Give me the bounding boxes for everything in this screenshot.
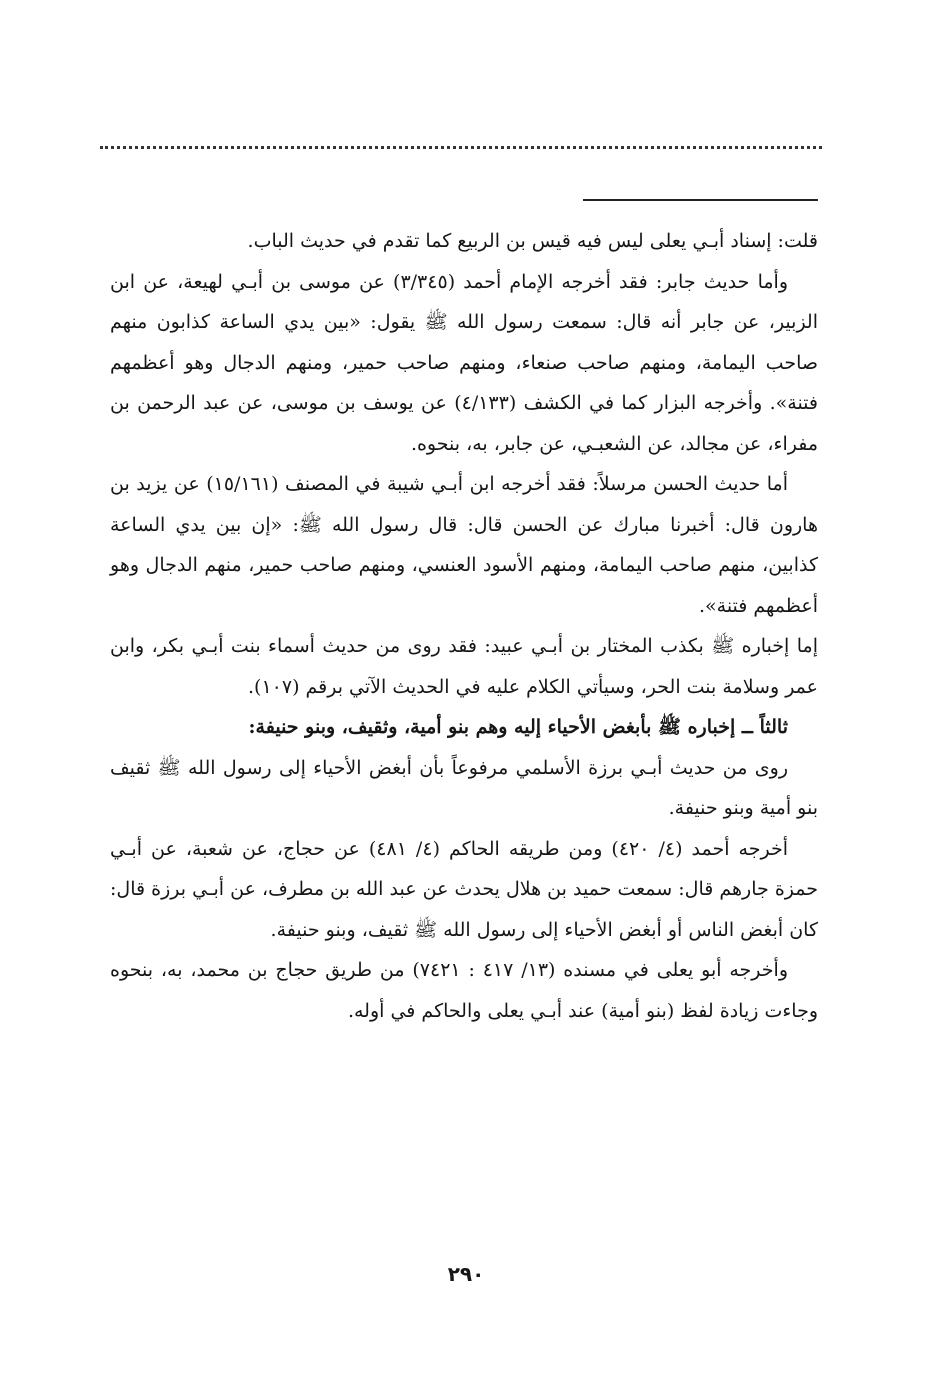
paragraph: وأما حديث جابر: فقد أخرجه الإمام أحمد (٣/٣٤٥) عن موسى بن أبـي لهيعة، عن ابن الزبير، عن جابر أنه قال: سمعت رسول الله ﷺ يقول: «بين يدي الساعة كذابون منهم صاحب اليمامة، ومنهم صاحب صنعاء، ومنهم صاحب حمير، ومنهم الدجال وهو أعظمهم فتنة». وأخرجه البزار كما في الكشف (٤/١٣٣) عن يوسف بن موسى، عن عبد الرحمن بن مفراء، عن مجالد، عن الشعبـي، عن جابر، به، بنحوه. <box>110 270 818 455</box>
paragraph: أما حديث الحسن مرسلاً: فقد أخرجه ابن أبـي شيبة في المصنف (١٥/١٦١) عن يزيد بن هارون قال: أخبرنا مبارك عن الحسن قال: قال رسول الله ﷺ: «إن بين يدي الساعة كذابين، منهم صاحب اليمامة، ومنهم الأسود العنسي، ومنهم صاحب حمير، منهم الدجال وهو أعظمهم فتنة». <box>110 473 818 617</box>
page-number: ٢٩٠ <box>447 1262 485 1286</box>
body-text <box>110 221 818 1031</box>
paragraph: أخرجه أحمد (٤/ ٤٢٠) ومن طريقه الحاكم (٤/ ٤٨١) عن حجاج، عن شعبة، عن أبـي حمزة جارهم قال: سمعت حميد بن هلال يحدث عن عبد الله بن مطرف، عن أبـي برزة قال: كان أبغض الناس أو أبغض الأحياء إلى رسول الله ﷺ ثقيف، وبنو حنيفة. <box>110 837 818 941</box>
paragraph: روى من حديث أبـي برزة الأسلمي مرفوعاً بأن أبغض الأحياء إلى رسول الله ﷺ ثقيف بنو أمية وبنو حنيفة. <box>110 756 818 819</box>
section-heading: ثالثاً ــ إخباره ﷺ بأبغض الأحياء إليه وهم بنو أمية، وثقيف، وبنو حنيفة: <box>248 716 788 738</box>
paragraph: وأخرجه أبو يعلى في مسنده (١٣/ ٤١٧ : ٧٤٢١) من طريق حجاج بن محمد، به، بنحوه وجاءت زيادة لفظ (بنو أمية) عند أبـي يعلى والحاكم في أوله. <box>110 959 818 1022</box>
dotted-separator <box>100 146 822 149</box>
paragraph: إما إخباره ﷺ بكذب المختار بن أبـي عبيد: فقد روى من حديث أسماء بنت أبـي بكر، وابن عمر وسلامة بنت الحر، وسيأتي الكلام عليه في الحديث الآتي برقم (١٠٧). <box>110 635 818 698</box>
footnote-rule <box>583 199 818 201</box>
paragraph: قلت: إسناد أبـي يعلى ليس فيه قيس بن الربيع كما تقدم في حديث الباب. <box>247 230 818 252</box>
